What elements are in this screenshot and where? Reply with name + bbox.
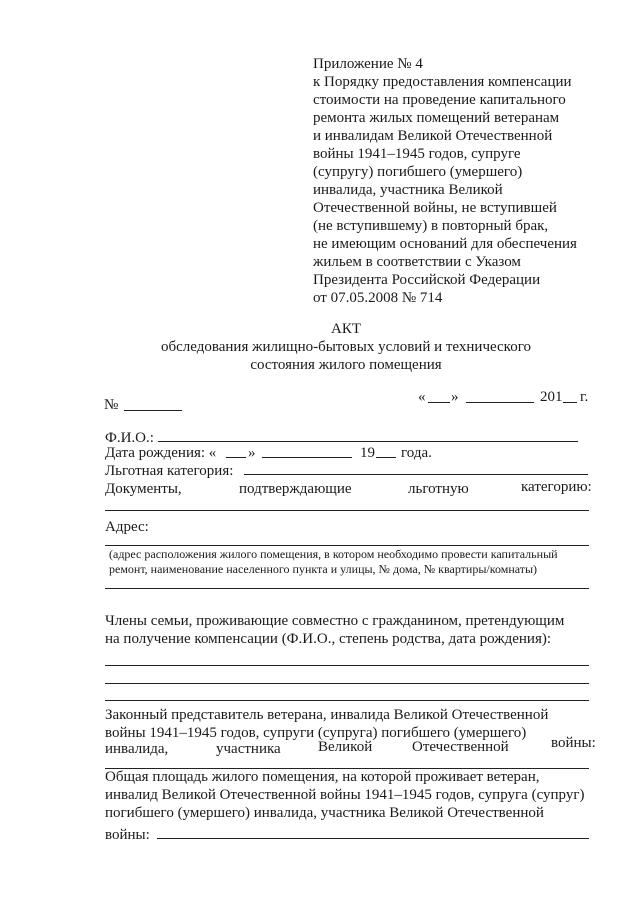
family-members-field-2[interactable] — [105, 683, 589, 684]
act-date-close-quote: » — [451, 389, 459, 405]
act-number-label: № — [104, 397, 119, 413]
representative-line-2: войны 1941–1945 годов, супруги (супруга) погибшего (умершего) — [105, 725, 527, 741]
appendix-line: ремонта жилых помещений ветеранам — [313, 110, 560, 126]
birth-date-label: Дата рождения: « — [105, 445, 217, 461]
appendix-line: от 07.05.2008 № 714 — [313, 290, 443, 306]
appendix-reference-block — [313, 55, 613, 315]
appendix-line: (не вступившему) в повторный брак, — [313, 218, 549, 234]
total-area-line-3: погибшего (умершего) инвалида, участника Великой Отечественной — [105, 805, 544, 821]
act-date-year-suffix: г. — [580, 389, 589, 405]
act-date-day-field[interactable] — [428, 402, 450, 403]
appendix-line: жильем в соответствии с Указом — [313, 254, 521, 270]
birth-year-field[interactable] — [376, 457, 396, 458]
documents-label-word: подтверждающие — [239, 481, 352, 497]
fio-label: Ф.И.О.: — [105, 430, 154, 446]
document-subtitle-line-1: обследования жилищно-бытовых условий и технического — [161, 339, 531, 355]
representative-word: участника — [216, 741, 281, 757]
total-area-line-4: войны: — [105, 827, 150, 843]
appendix-line: не имеющим оснований для обеспечения — [313, 236, 577, 252]
appendix-line: и инвалидам Великой Отечественной — [313, 128, 553, 144]
appendix-line: инвалида, участника Великой — [313, 182, 503, 198]
representative-word: войны: — [551, 735, 596, 751]
total-area-field[interactable] — [157, 838, 589, 839]
address-extra-field[interactable] — [105, 588, 589, 589]
address-label: Адрес: — [105, 519, 149, 535]
documents-label-word: категорию: — [521, 479, 592, 495]
act-number-field[interactable] — [124, 410, 182, 411]
appendix-line: войны 1941–1945 годов, супруге — [313, 146, 521, 162]
appendix-line: Приложение № 4 — [313, 56, 423, 72]
documents-label-word: Документы, — [105, 481, 182, 497]
representative-word: Отечественной — [412, 739, 509, 755]
category-label: Льготная категория: — [105, 463, 234, 479]
address-note-line-2: ремонт, наименование населенного пункта и улицы, № дома, № квартиры/комнаты) — [109, 562, 538, 576]
total-area-line-2: инвалид Великой Отечественной войны 1941–1945 годов, супруга (супруг) — [105, 787, 585, 803]
family-members-field-1[interactable] — [105, 665, 589, 666]
document-title: АКТ — [331, 321, 361, 337]
fio-field[interactable] — [158, 441, 578, 442]
birth-day-field[interactable] — [226, 457, 246, 458]
act-date-open-quote: « — [418, 389, 426, 405]
birth-century: 19 — [360, 445, 375, 461]
representative-word: инвалида, — [105, 741, 169, 757]
appendix-line: стоимости на проведение капитального — [313, 92, 566, 108]
act-date-month-field[interactable] — [466, 402, 534, 403]
birth-date-close-quote: » — [248, 445, 256, 461]
family-members-field-3[interactable] — [105, 700, 589, 701]
documents-field[interactable] — [105, 510, 589, 511]
appendix-line: к Порядку предоставления компенсации — [313, 74, 572, 90]
family-members-line-1: Члены семьи, проживающие совместно с гражданином, претендующим — [105, 613, 565, 629]
representative-word: Великой — [318, 739, 373, 755]
birth-date-suffix: года. — [401, 445, 432, 461]
address-note-line-1: (адрес расположения жилого помещения, в котором необходимо провести капитальный — [109, 547, 558, 561]
family-members-line-2: на получение компенсации (Ф.И.О., степень родства, дата рождения): — [105, 631, 552, 647]
appendix-line: Отечественной войны, не вступившей — [313, 200, 557, 216]
address-field[interactable] — [105, 545, 589, 546]
total-area-line-1: Общая площадь жилого помещения, на которой проживает ветеран, — [105, 769, 540, 785]
appendix-line: Президента Российской Федерации — [313, 272, 541, 288]
representative-line-1: Законный представитель ветерана, инвалида Великой Отечественной — [105, 707, 549, 723]
act-date-year-prefix: 201 — [540, 389, 563, 405]
category-field[interactable] — [244, 474, 588, 475]
act-date-year-field[interactable] — [563, 402, 577, 403]
document-subtitle-line-2: состояния жилого помещения — [250, 357, 442, 373]
appendix-line: (супругу) погибшего (умершего) — [313, 164, 523, 180]
birth-month-field[interactable] — [262, 457, 352, 458]
documents-label-word: льготную — [408, 481, 469, 497]
